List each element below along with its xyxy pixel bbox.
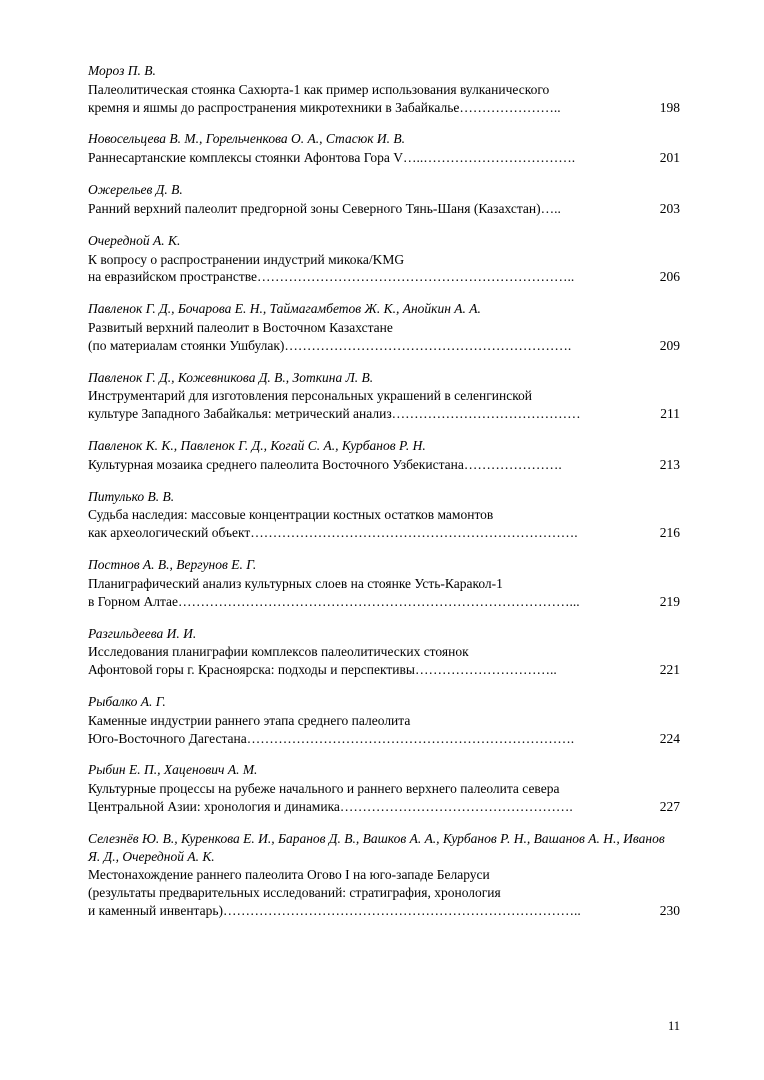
- toc-entry-page-number: 221: [659, 662, 680, 678]
- toc-entry-page-number: 230: [659, 903, 680, 919]
- toc-entry-page-number: 219: [659, 593, 680, 609]
- toc-entry-page-number: 198: [659, 99, 680, 115]
- toc-entry-line: [88, 456, 680, 474]
- toc-entry-authors: Рыбалко А. Г.: [88, 693, 166, 709]
- toc-entry-page-number: 227: [659, 799, 680, 814]
- toc-entry-line: [88, 593, 680, 611]
- toc-entry-title-text: Инструментарий для изготовления персональных украшений в селенгинской: [88, 388, 533, 404]
- toc-entry-authors: Мороз П. В.: [88, 63, 156, 78]
- toc-entry-authors: Разгильдеева И. И.: [88, 625, 197, 641]
- toc-entry-title-text: Культурная мозаика среднего палеолита Восточного Узбекистана………………….: [88, 456, 562, 472]
- toc-entry-title-text: К вопросу о распространении индустрий микока/KMG: [88, 251, 405, 267]
- toc-entry-title-text: Развитый верхний палеолит в Восточном Казахстане: [88, 319, 393, 335]
- toc-entry-authors: Павленок Г. Д., Кожевникова Д. В., Зоткина Л. В.: [88, 369, 374, 385]
- toc-entry-title-text: культуре Западного Забайкалья: метрический анализ……………………………………: [88, 406, 581, 422]
- toc-entry[interactable]: [88, 625, 680, 679]
- toc-entry-line: [88, 251, 680, 269]
- toc-entry-line: [88, 884, 680, 902]
- toc-entry-title-text: и каменный инвентарь)……………………………………………………………………..: [88, 903, 581, 919]
- toc-entry[interactable]: [88, 437, 680, 474]
- toc-entry-line: [88, 661, 680, 679]
- toc-entry-line: [88, 337, 680, 355]
- toc-entry-title-text: на евразийском пространстве……………………………………………………………..: [88, 269, 575, 285]
- toc-entry-authors: Ожерельев Д. В.: [88, 182, 183, 198]
- toc-entry-title-text: Палеолитическая стоянка Сахюрта-1 как пример использования вулканического: [88, 81, 550, 97]
- toc-entry-line: [88, 149, 680, 167]
- toc-entry-page-number: 211: [660, 406, 680, 422]
- toc-entry-line: [88, 780, 680, 798]
- toc-entry-authors: Новосельцева В. М., Горельченкова О. А., Стасюк И. В.: [88, 131, 406, 147]
- toc-entry-page-number: 209: [659, 337, 680, 353]
- toc-entry[interactable]: [88, 62, 680, 116]
- toc-entry-line: [88, 81, 680, 99]
- toc-entry-authors: Рыбин Е. П., Хаценович А. М.: [88, 762, 258, 778]
- toc-entry-line: [88, 866, 680, 884]
- toc-entry[interactable]: [88, 693, 680, 747]
- toc-entry-title-text: Каменные индустрии раннего этапа среднего палеолита: [88, 712, 411, 728]
- toc-entry-title-text: Центральной Азии: хронология и динамика…………………………………………….: [88, 799, 573, 814]
- toc-entry-title-text: Культурные процессы на рубеже начального и раннего верхнего палеолита севера: [88, 781, 560, 797]
- toc-entry-page-number: 203: [659, 200, 680, 216]
- toc-entry-title-text: Ранний верхний палеолит предгорной зоны Северного Тянь-Шаня (Казахстан)…..: [88, 200, 561, 216]
- toc-entry-line: [88, 506, 680, 524]
- toc-entry[interactable]: [88, 830, 680, 920]
- toc-entry-authors: Постнов А. В., Вергунов Е. Г.: [88, 557, 257, 573]
- toc-entry-line: [88, 575, 680, 593]
- toc-entry-title-text: (результаты предварительных исследований: стратиграфия, хронология: [88, 885, 501, 901]
- toc-entry[interactable]: [88, 130, 680, 167]
- table-of-contents: [88, 62, 680, 934]
- toc-entry-title-text: Судьба наследия: массовые концентрации костных остатков мамонтов: [88, 507, 494, 523]
- toc-entry-title-text: в Горном Алтае……………………………………………………………………………...: [88, 593, 580, 609]
- toc-entry-line: [88, 902, 680, 920]
- toc-entry-title-text: Исследования планиграфии комплексов палеолитических стоянок: [88, 644, 469, 660]
- toc-entry-title-text: Раннесартанские комплексы стоянки Афонтова Гора V…..…………………………….: [88, 150, 576, 166]
- toc-entry-line: [88, 643, 680, 661]
- toc-entry-page-number: 206: [659, 269, 680, 285]
- toc-entry[interactable]: [88, 369, 680, 423]
- toc-entry[interactable]: [88, 181, 680, 218]
- toc-entry-title-text: кремня и яшмы до распространения микротехники в Забайкалье…………………..: [88, 99, 561, 115]
- toc-entry-line: [88, 798, 680, 816]
- toc-entry-authors: Павленок К. К., Павленок Г. Д., Когай С. А., Курбанов Р. Н.: [88, 438, 426, 453]
- toc-entry-title-text: как археологический объект……………………………………………………………….: [88, 525, 578, 541]
- toc-entry-title-text: Афонтовой горы г. Красноярска: подходы и перспективы…………………………..: [88, 662, 557, 678]
- toc-entry-line: [88, 730, 680, 748]
- toc-entry-authors: Питулько В. В.: [88, 488, 175, 504]
- toc-entry-line: [88, 524, 680, 542]
- toc-entry[interactable]: [88, 232, 680, 286]
- toc-entry-line: [88, 387, 680, 405]
- toc-entry-authors: Селезнёв Ю. В., Куренкова Е. И., Баранов Д. В., Вашков А. А., Курбанов Р. Н., Вашанов А. Н., Иванов Я. Д., Очередной А. К.: [88, 830, 665, 864]
- toc-entry-line: [88, 405, 680, 423]
- toc-entry[interactable]: [88, 556, 680, 610]
- toc-entry-line: [88, 712, 680, 730]
- page-number: 11: [667, 1019, 680, 1033]
- toc-entry-page-number: 201: [659, 150, 680, 166]
- toc-entry-title-text: (по материалам стоянки Ушбулак)……………………………………………………….: [88, 337, 572, 353]
- toc-entry-page-number: 216: [659, 525, 680, 541]
- toc-entry-title-text: Юго-Восточного Дагестана……………………………………………………………….: [88, 730, 575, 746]
- toc-entry[interactable]: [88, 300, 680, 354]
- toc-entry-line: [88, 200, 680, 218]
- toc-entry-line: [88, 268, 680, 286]
- toc-entry[interactable]: [88, 761, 680, 815]
- toc-entry-authors: Очередной А. К.: [88, 232, 181, 248]
- toc-entry-title-text: Местонахождение раннего палеолита Огово I на юго-западе Беларуси: [88, 867, 490, 883]
- toc-entry-authors: Павленок Г. Д., Бочарова Е. Н., Таймагамбетов Ж. К., Анойкин А. А.: [88, 301, 481, 317]
- toc-entry-line: [88, 319, 680, 337]
- toc-entry-line: [88, 99, 680, 117]
- toc-entry[interactable]: [88, 488, 680, 542]
- toc-entry-title-text: Планиграфический анализ культурных слоев на стоянке Усть-Каракол-1: [88, 575, 503, 591]
- toc-entry-page-number: 213: [659, 456, 680, 472]
- toc-entry-page-number: 224: [659, 730, 680, 746]
